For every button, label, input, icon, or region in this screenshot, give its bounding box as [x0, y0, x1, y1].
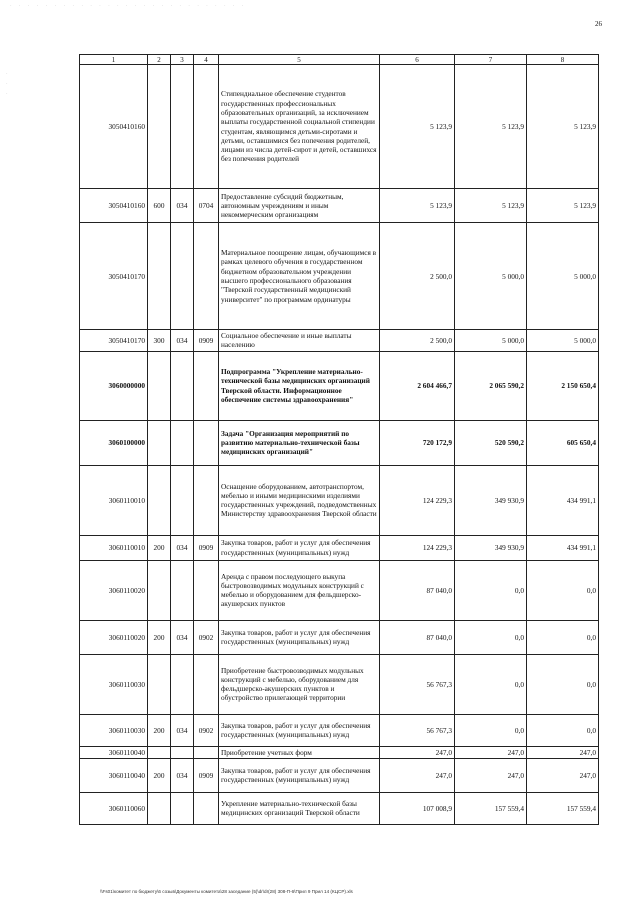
table-row [80, 535, 599, 560]
row-value-2026: 247,0 [455, 746, 527, 758]
row-value-2027: 0,0 [527, 654, 599, 714]
row-vr [148, 223, 171, 330]
row-value-2027: 247,0 [527, 746, 599, 758]
scan-artifacts: · · · · · · · · · · · · · · · · · · · · · · · · · · · [10, 4, 247, 9]
header-cell: 8 [527, 55, 599, 65]
row-name: Закупка товаров, работ и услуг для обеспечения государственных (муниципальных) нужд [219, 714, 380, 746]
table-row [80, 620, 599, 654]
row-code: 3060110020 [80, 560, 148, 620]
row-rz [194, 420, 219, 465]
row-value-2027: 605 650,4 [527, 420, 599, 465]
row-gr [171, 420, 194, 465]
row-value-2027: 5 123,9 [527, 189, 599, 223]
row-value-2026: 0,0 [455, 714, 527, 746]
row-code: 3060110060 [80, 792, 148, 824]
row-gr: 034 [171, 535, 194, 560]
row-gr: 034 [171, 330, 194, 352]
row-value-2025: 247,0 [380, 758, 455, 792]
row-value-2025: 107 008,9 [380, 792, 455, 824]
row-vr [148, 420, 171, 465]
row-name: Материальное поощрение лицам, обучающимся в рамках целевого обучения в государственном бюджетном образовательном учреждении высшего профессионального образования "Тверской государственный медицинский университет" по программам ординатуры [219, 223, 380, 330]
row-value-2027: 247,0 [527, 758, 599, 792]
scan-side-artifacts: · · · [6, 72, 8, 97]
row-rz: 0909 [194, 758, 219, 792]
row-name: Закупка товаров, работ и услуг для обеспечения государственных (муниципальных) нужд [219, 758, 380, 792]
row-gr [171, 65, 194, 189]
row-value-2025: 87 040,0 [380, 560, 455, 620]
row-vr [148, 560, 171, 620]
row-code: 3060110010 [80, 465, 148, 535]
header-cell: 5 [219, 55, 380, 65]
table-row [80, 758, 599, 792]
row-gr [171, 792, 194, 824]
row-rz: 0909 [194, 535, 219, 560]
row-name: Укрепление материально-технической базы медицинских организаций Тверской области [219, 792, 380, 824]
row-rz [194, 654, 219, 714]
row-value-2026: 5 123,9 [455, 189, 527, 223]
row-value-2026: 349 930,9 [455, 465, 527, 535]
row-gr [171, 465, 194, 535]
row-code: 3060110030 [80, 714, 148, 746]
table-row [80, 654, 599, 714]
row-gr: 034 [171, 714, 194, 746]
row-value-2025: 5 123,9 [380, 65, 455, 189]
row-gr [171, 223, 194, 330]
row-value-2027: 5 123,9 [527, 65, 599, 189]
row-rz: 0902 [194, 714, 219, 746]
row-code: 3050410160 [80, 65, 148, 189]
row-value-2025: 5 123,9 [380, 189, 455, 223]
row-vr: 200 [148, 620, 171, 654]
table-row [80, 189, 599, 223]
row-value-2026: 5 000,0 [455, 330, 527, 352]
row-value-2025: 2 604 466,7 [380, 351, 455, 420]
row-gr: 034 [171, 758, 194, 792]
row-gr [171, 654, 194, 714]
row-value-2027: 434 991,1 [527, 535, 599, 560]
table-body [80, 55, 599, 825]
row-value-2026: 247,0 [455, 758, 527, 792]
table-row [80, 351, 599, 420]
row-code: 3050410160 [80, 189, 148, 223]
table-row [80, 746, 599, 758]
row-rz [194, 746, 219, 758]
row-value-2025: 247,0 [380, 746, 455, 758]
row-name: Предоставление субсидий бюджетным, автономным учреждениям и иным некоммерческим организациям [219, 189, 380, 223]
row-code: 3060110030 [80, 654, 148, 714]
row-rz [194, 560, 219, 620]
row-gr: 034 [171, 189, 194, 223]
row-value-2027: 0,0 [527, 560, 599, 620]
table-row [80, 560, 599, 620]
table-row [80, 330, 599, 352]
row-value-2026: 520 590,2 [455, 420, 527, 465]
table-row [80, 465, 599, 535]
row-value-2026: 0,0 [455, 620, 527, 654]
row-value-2025: 87 040,0 [380, 620, 455, 654]
row-value-2026: 349 930,9 [455, 535, 527, 560]
page-number: 26 [595, 20, 602, 28]
row-name: Приобретение быстровозводимых модульных конструкций с мебелью, оборудованием для фельдшерско-акушерских пунктов и обустройство прилегающей территории [219, 654, 380, 714]
row-code: 3050410170 [80, 223, 148, 330]
budget-table [79, 54, 599, 825]
row-name: Социальное обеспечение и иные выплаты населению [219, 330, 380, 352]
row-name: Оснащение оборудованием, автотранспортом, мебелью и иными медицинскими изделиями государственных учреждений, подведомственных Министерству здравоохранения Тверской области [219, 465, 380, 535]
row-vr: 200 [148, 535, 171, 560]
row-gr [171, 746, 194, 758]
row-vr [148, 65, 171, 189]
row-vr [148, 792, 171, 824]
header-row [80, 55, 599, 65]
row-value-2027: 2 150 650,4 [527, 351, 599, 420]
row-value-2025: 2 500,0 [380, 330, 455, 352]
table-row [80, 714, 599, 746]
row-value-2027: 434 991,1 [527, 465, 599, 535]
row-vr [148, 654, 171, 714]
header-cell: 2 [148, 55, 171, 65]
row-gr [171, 351, 194, 420]
row-gr: 034 [171, 620, 194, 654]
row-value-2026: 0,0 [455, 560, 527, 620]
file-path-footer: \\Fs01\комитет по бюджету\6 созыв\Документы комитета\28 заседание (5)\dr\dr(28) 308-П-6\Прил 9 Прил 14 (КЦСР).xls [100, 889, 353, 894]
row-value-2026: 2 065 590,2 [455, 351, 527, 420]
row-name: Закупка товаров, работ и услуг для обеспечения государственных (муниципальных) нужд [219, 620, 380, 654]
header-cell: 3 [171, 55, 194, 65]
row-value-2026: 5 123,9 [455, 65, 527, 189]
row-value-2027: 5 000,0 [527, 330, 599, 352]
row-name: Аренда с правом последующего выкупа быстровозводимых модульных конструкций с мебелью и оборудованием для фельдшерско-акушерских пунктов [219, 560, 380, 620]
row-rz [194, 351, 219, 420]
row-gr [171, 560, 194, 620]
header-cell: 6 [380, 55, 455, 65]
row-vr: 200 [148, 758, 171, 792]
row-rz: 0909 [194, 330, 219, 352]
row-vr: 600 [148, 189, 171, 223]
table-row [80, 65, 599, 189]
row-value-2027: 5 000,0 [527, 223, 599, 330]
row-value-2025: 124 229,3 [380, 465, 455, 535]
row-code: 3060110010 [80, 535, 148, 560]
row-code: 3060110020 [80, 620, 148, 654]
row-vr: 200 [148, 714, 171, 746]
row-value-2025: 2 500,0 [380, 223, 455, 330]
row-value-2027: 0,0 [527, 620, 599, 654]
row-name: Подпрограмма "Укрепление материально-технической базы медицинских организаций Тверской области. Информационное обеспечение системы здравоохранения" [219, 351, 380, 420]
table-row [80, 420, 599, 465]
row-name: Задача "Организация мероприятий по развитию материально-технической базы медицинских организаций" [219, 420, 380, 465]
row-value-2026: 5 000,0 [455, 223, 527, 330]
row-rz: 0704 [194, 189, 219, 223]
row-rz [194, 223, 219, 330]
row-code: 3060110040 [80, 746, 148, 758]
header-cell: 7 [455, 55, 527, 65]
table-row [80, 223, 599, 330]
row-rz: 0902 [194, 620, 219, 654]
row-value-2026: 0,0 [455, 654, 527, 714]
row-value-2025: 56 767,3 [380, 654, 455, 714]
row-vr [148, 351, 171, 420]
table-row [80, 792, 599, 824]
row-code: 3050410170 [80, 330, 148, 352]
row-code: 3060100000 [80, 420, 148, 465]
row-name: Стипендиальное обеспечение студентов государственных профессиональных образовательных организаций, за исключением выплаты государственной социальной стипендии студентам, являющимся детьми-сиротами и детьми, оставшимися без попечения родителей, лицами из числа детей-сирот и детей, оставшихся без попечения родителей [219, 65, 380, 189]
row-name: Закупка товаров, работ и услуг для обеспечения государственных (муниципальных) нужд [219, 535, 380, 560]
row-vr: 300 [148, 330, 171, 352]
row-value-2027: 157 559,4 [527, 792, 599, 824]
row-vr [148, 465, 171, 535]
row-code: 3060000000 [80, 351, 148, 420]
header-cell: 1 [80, 55, 148, 65]
row-value-2025: 124 229,3 [380, 535, 455, 560]
row-value-2025: 56 767,3 [380, 714, 455, 746]
row-name: Приобретение учетных форм [219, 746, 380, 758]
row-rz [194, 792, 219, 824]
row-rz [194, 65, 219, 189]
row-value-2025: 720 172,9 [380, 420, 455, 465]
row-value-2026: 157 559,4 [455, 792, 527, 824]
header-cell: 4 [194, 55, 219, 65]
row-value-2027: 0,0 [527, 714, 599, 746]
row-vr [148, 746, 171, 758]
row-code: 3060110040 [80, 758, 148, 792]
row-rz [194, 465, 219, 535]
